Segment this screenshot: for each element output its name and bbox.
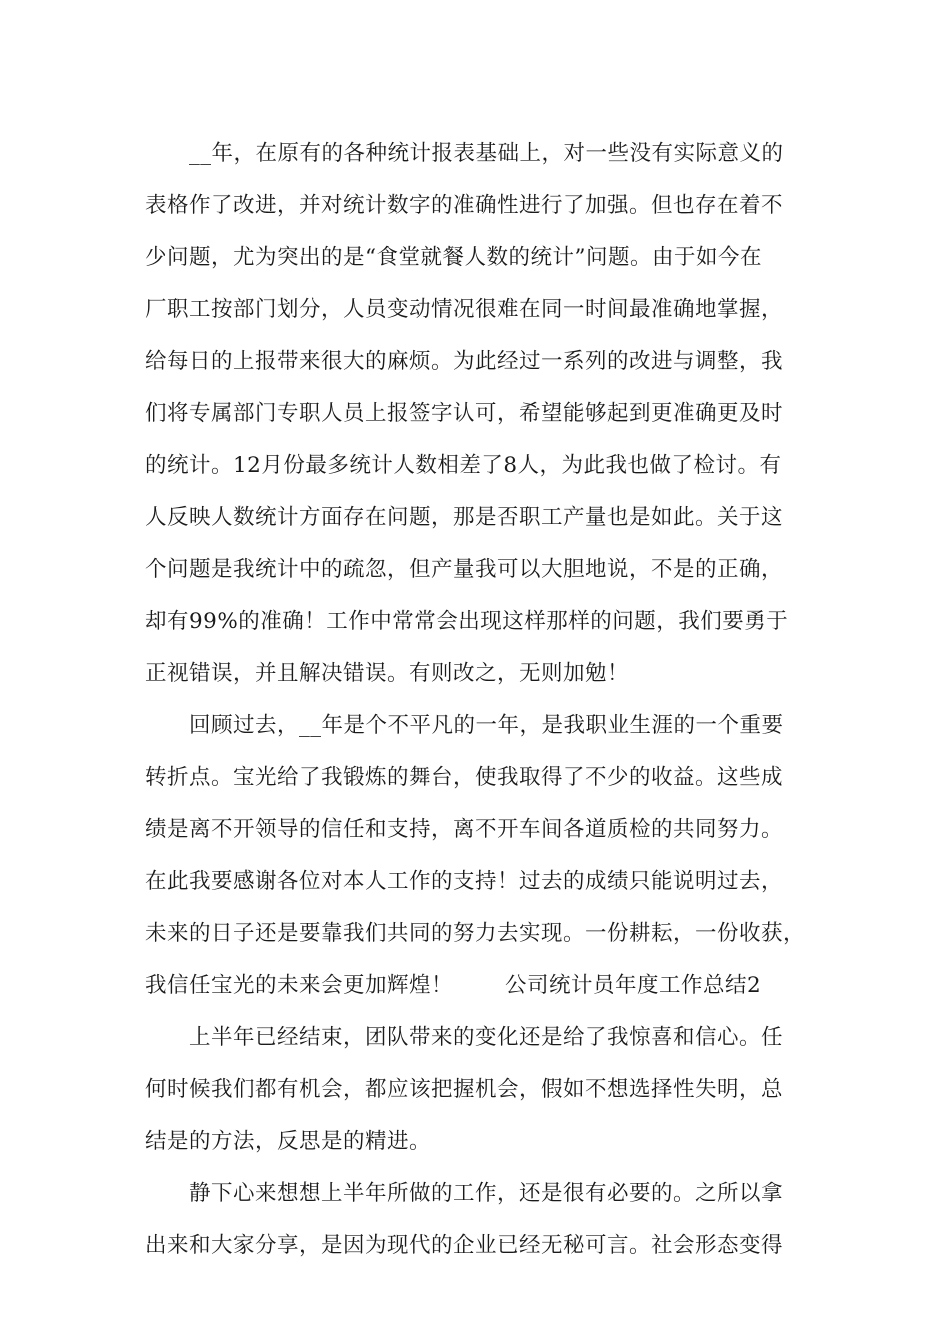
section-title: 公司统计员年度工作总结2 <box>505 973 762 998</box>
paragraph-2 <box>145 700 817 1012</box>
text-line: 结是的方法，反思是的精进。 <box>145 1129 432 1154</box>
text-line: 正视错误，并且解决错误。有则改之，无则加勉！ <box>145 661 630 686</box>
paragraph-3 <box>145 1012 817 1168</box>
text-line: 却有99%的准确！工作中常常会出现这样那样的问题，我们要勇于 <box>145 609 789 634</box>
text-line: 的统计。12月份最多统计人数相差了8人，为此我也做了检讨。有 <box>145 453 782 478</box>
text-line: 们将专属部门专职人员上报签字认可，希望能够起到更准确更及时 <box>145 401 784 426</box>
text-line: 何时候我们都有机会，都应该把握机会，假如不想选择性失明，总 <box>145 1077 784 1102</box>
paragraph-4 <box>145 1168 817 1272</box>
text-line: 在此我要感谢各位对本人工作的支持！过去的成绩只能说明过去， <box>145 869 784 894</box>
text-line: __年，在原有的各种统计报表基础上，对一些没有实际意义的 <box>189 141 784 166</box>
text-line: 给每日的上报带来很大的麻烦。为此经过一系列的改进与调整，我 <box>145 349 784 374</box>
document-body <box>145 128 817 1272</box>
text-line: 厂职工按部门划分，人员变动情况很难在同一时间最准确地掌握， <box>145 297 784 322</box>
text-line: 静下心来想想上半年所做的工作，还是很有必要的。之所以拿 <box>189 1181 784 1206</box>
text-line: 绩是离不开领导的信任和支持，离不开车间各道质检的共同努力。 <box>145 817 784 842</box>
text-line <box>145 960 817 1012</box>
text-line: 个问题是我统计中的疏忽，但产量我可以大胆地说，不是的正确， <box>145 557 784 582</box>
text-line: 少问题，尤为突出的是“食堂就餐人数的统计”问题。由于如今在 <box>145 245 762 270</box>
text-line: 人反映人数统计方面存在问题，那是否职工产量也是如此。关于这 <box>145 505 784 530</box>
paragraph-1 <box>145 128 817 700</box>
text-line: 出来和大家分享，是因为现代的企业已经无秘可言。社会形态变得 <box>145 1233 784 1258</box>
text-line: 转折点。宝光给了我锻炼的舞台，使我取得了不少的收益。这些成 <box>145 765 784 790</box>
text-line: 表格作了改进，并对统计数字的准确性进行了加强。但也存在着不 <box>145 193 784 218</box>
text-line: 未来的日子还是要靠我们共同的努力去实现。一份耕耘，一份收获， <box>145 921 806 946</box>
text-line: 上半年已经结束，团队带来的变化还是给了我惊喜和信心。任 <box>189 1025 784 1050</box>
paragraph-2-last-sentence: 我信任宝光的未来会更加辉煌！ <box>145 973 454 998</box>
text-line: 回顾过去，__年是个不平凡的一年，是我职业生涯的一个重要 <box>189 713 784 738</box>
